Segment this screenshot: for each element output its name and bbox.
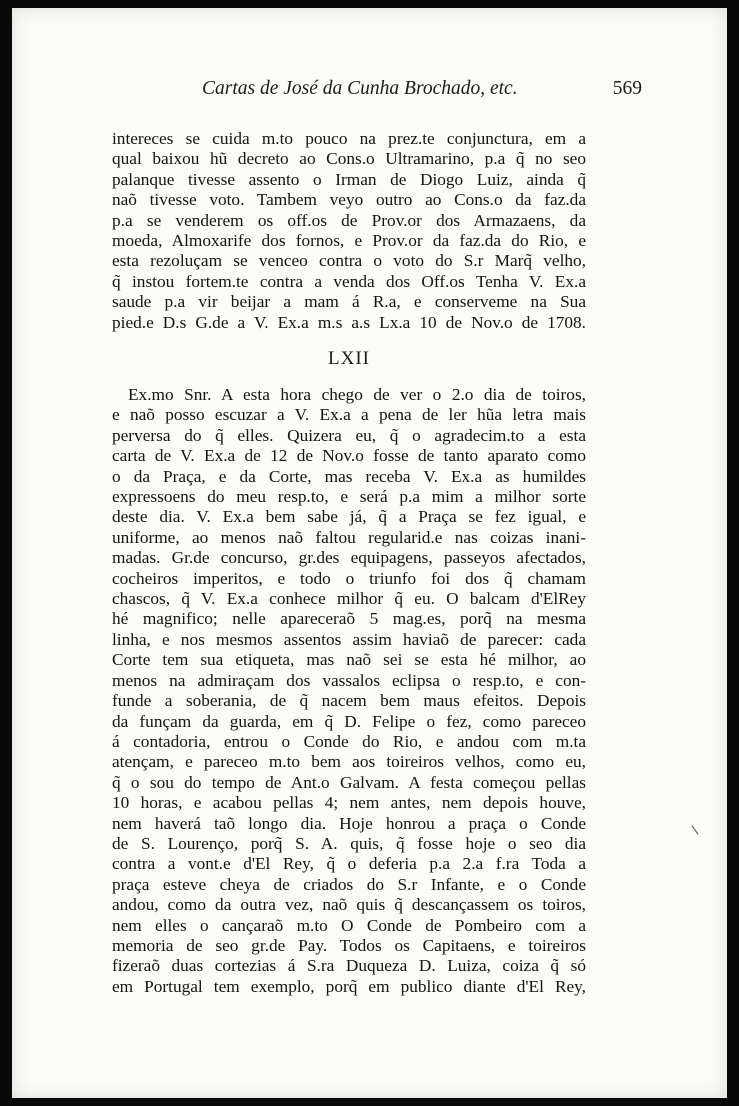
text-line: nem haverá taõ longo dia. Hoje honrou a praça o Conde bbox=[112, 813, 586, 833]
text-line: da funçam da guarda, em q̃ D. Felipe o fez, como pareceo bbox=[112, 711, 586, 731]
text-line: fizeraõ duas cortezias á S.ra Duqueza D. Luiza, coiza q̃ só bbox=[112, 956, 586, 976]
text-line: nem elles o cançaraõ m.to O Conde de Pombeiro com a bbox=[112, 915, 586, 935]
text-line: expressoens do meu resp.to, e será p.a mim a milhor sorte bbox=[112, 487, 586, 507]
text-line: madas. Gr.de concurso, gr.des equipagens, passeyos afectados, bbox=[112, 548, 586, 568]
text-line: carta de V. Ex.a de 12 de Nov.o fosse de tanto aparato como bbox=[112, 446, 586, 466]
text-line: chascos, q̃ V. Ex.a conhece milhor q̃ eu. O balcam d'ElRey bbox=[112, 589, 586, 609]
letter-body bbox=[112, 385, 586, 997]
text-line: esta rezoluçam se venceo contra o voto do S.r Marq̃ velho, bbox=[112, 251, 586, 271]
text-line: praça esteve cheya de criados do S.r Infante, e o Conde bbox=[112, 874, 586, 894]
text-line: e naõ posso escuzar a V. Ex.a a pena de ler hũa letra mais bbox=[112, 405, 586, 425]
text-line: menos na admiraçam dos vassalos eclipsa o resp.to, e con- bbox=[112, 670, 586, 690]
text-line: memoria de seo gr.de Pay. Todos os Capitaens, e toireiros bbox=[112, 935, 586, 955]
book-page bbox=[12, 8, 727, 1098]
text-line: funde a soberania, de q̃ nacem bem maus efeitos. Depois bbox=[112, 691, 586, 711]
text-line: intereces se cuida m.to pouco na prez.te conjunctura, em a bbox=[112, 129, 586, 148]
text-line: q̃ instou fortem.te contra a venda dos Off.os Tenha V. Ex.a bbox=[112, 271, 586, 291]
text-line: o da Praça, e da Corte, mas receba V. Ex.a as humildes bbox=[112, 466, 586, 486]
text-line: em Portugal tem exemplo, porq̃ em publico diante d'El Rey, bbox=[112, 976, 586, 996]
margin-mark: \ bbox=[690, 821, 700, 839]
text-line: deste dia. V. Ex.a bem sabe já, q̃ a Praça se fez igual, e bbox=[112, 507, 586, 527]
text-line: palanque tivesse assento o Irman de Diogo Luiz, ainda q̃ bbox=[112, 169, 586, 189]
text-line: q̃ o sou do tempo de Ant.o Galvam. A festa começou pellas bbox=[112, 772, 586, 792]
text-line: naõ tivesse voto. Tambem veyo outro ao Cons.o da faz.da bbox=[112, 190, 586, 210]
text-line: pied.e D.s G.de a V. Ex.a m.s a.s Lx.a 10 de Nov.o de 1708. bbox=[112, 312, 586, 332]
text-line: Corte tem sua etiqueta, mas naõ sei se esta hé milhor, ao bbox=[112, 650, 586, 670]
text-line: de S. Lourenço, porq̃ S. A. quis, q̃ fosse hoje o seo dia bbox=[112, 833, 586, 853]
section-heading: LXII bbox=[328, 348, 370, 369]
text-line: linha, e nos mesmos assentos assim haviaõ de parecer: cada bbox=[112, 629, 586, 649]
paragraph-continuation bbox=[112, 129, 586, 333]
text-line: qual baixou hũ decreto ao Cons.o Ultramarino, p.a q̃ no seo bbox=[112, 149, 586, 169]
text-line: 10 horas, e acabou pellas 4; nem antes, nem depois houve, bbox=[112, 793, 586, 813]
text-line: p.a se venderem os off.os de Prov.or dos Armazaens, da bbox=[112, 210, 586, 230]
text-line: hé magnifico; nelle apareceraõ 5 mag.es, porq̃ na mesma bbox=[112, 609, 586, 629]
text-line: cocheiros imperitos, e todo o triunfo foi dos q̃ chamam bbox=[112, 568, 586, 588]
text-line: perversa do q̃ elles. Quizera eu, q̃ o agradecim.to a esta bbox=[112, 425, 586, 445]
text-line: uniforme, ao menos naõ faltou regularid.e nas coizas inani- bbox=[112, 527, 586, 547]
text-line: saude p.a vir beijar a mam á R.a, e conserveme na Sua bbox=[112, 292, 586, 312]
running-title: Cartas de José da Cunha Brochado, etc. bbox=[202, 78, 518, 99]
text-line: moeda, Almoxarife dos fornos, e Prov.or da faz.da do Rio, e bbox=[112, 231, 586, 251]
text-line: atençam, e pareceo m.to bem aos toireiros velhos, como eu, bbox=[112, 752, 586, 772]
text-line: andou, como da outra vez, naõ quis q̃ descançassem os toiros, bbox=[112, 895, 586, 915]
text-line: á contadoria, entrou o Conde do Rio, e andou com m.ta bbox=[112, 731, 586, 751]
page-number: 569 bbox=[612, 78, 642, 99]
text-line: contra a vont.e d'El Rey, q̃ o deferia p.a 2.a f.ra Toda a bbox=[112, 854, 586, 874]
text-line: Ex.mo Snr. A esta hora chego de ver o 2.o dia de toiros, bbox=[128, 385, 586, 404]
